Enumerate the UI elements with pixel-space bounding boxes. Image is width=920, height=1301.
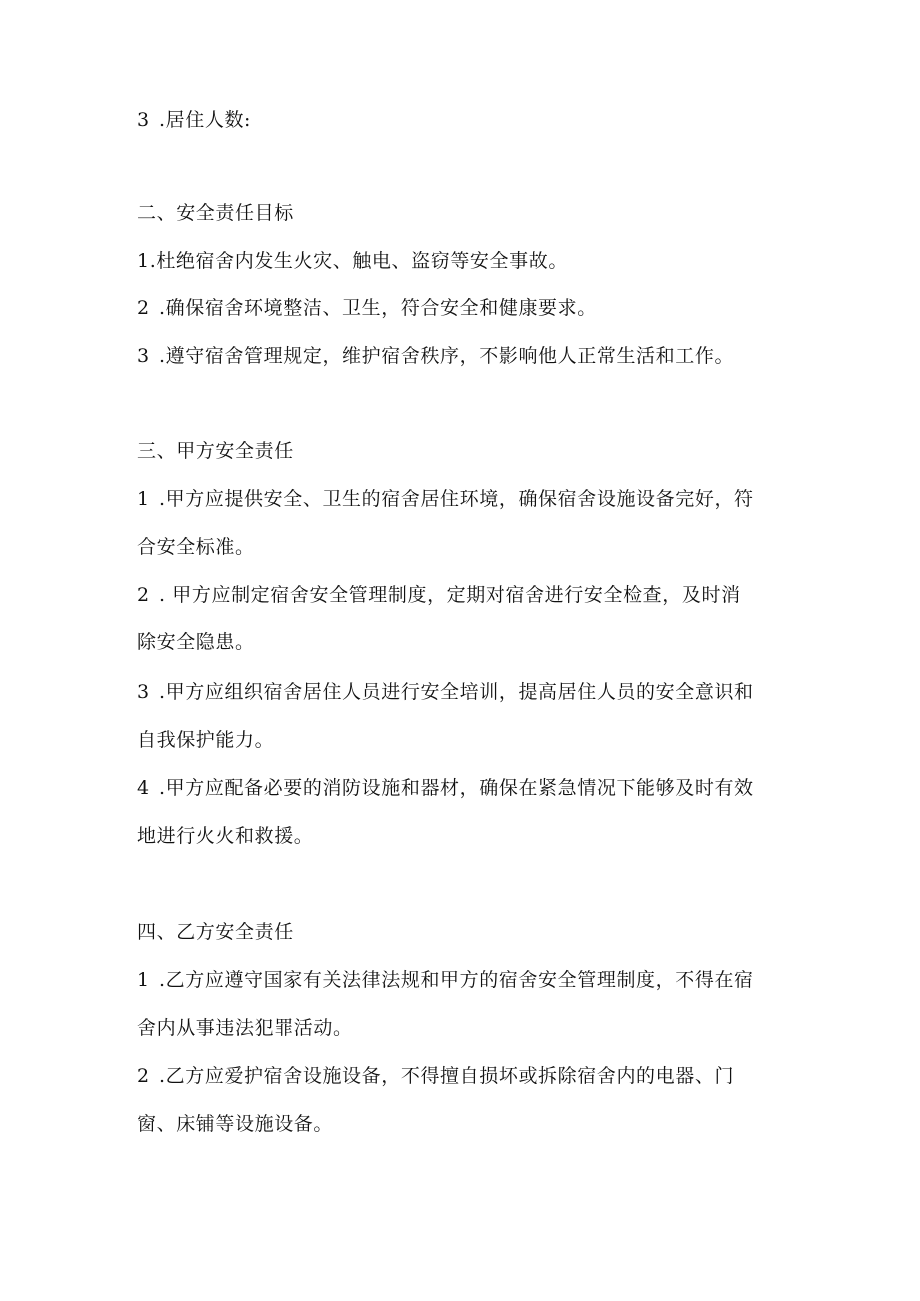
- line-text: 1.杜绝宿舍内发生火灾、触电、盗窃等安全事故。: [137, 250, 568, 272]
- line-text: .乙方应遵守国家有关法律法规和甲方的宿舍安全管理制度，不得在宿: [159, 969, 754, 991]
- item-number: 2: [137, 297, 150, 319]
- line-residents-count: [137, 108, 777, 132]
- line-text: 舍内从事违法犯罪活动。: [137, 1017, 353, 1039]
- line-partyb-1-cont: [137, 1016, 777, 1040]
- line-text: .甲方应组织宿舍居住人员进行安全培训，提高居住人员的安全意识和: [159, 681, 754, 703]
- line-goal-1: [137, 249, 777, 273]
- line-text: 除安全隐患。: [137, 631, 255, 653]
- line-text: 地进行火火和救援。: [137, 825, 314, 847]
- line-text: .甲方应提供安全、卫生的宿舍居住环境，确保宿舍设施设备完好，符: [159, 488, 754, 510]
- item-number: 4: [137, 777, 150, 799]
- section-heading-2: [137, 201, 777, 225]
- line-partya-4: [137, 776, 777, 800]
- line-text: 二、安全责任目标: [137, 202, 294, 224]
- line-partyb-2-cont: [137, 1112, 777, 1136]
- item-number: 3: [137, 109, 150, 131]
- item-number: 2: [137, 1065, 150, 1087]
- line-goal-3: [137, 344, 777, 368]
- item-number: 2: [137, 584, 150, 606]
- line-partyb-1: [137, 968, 777, 992]
- line-text: 三、甲方安全责任: [137, 440, 294, 462]
- item-number: 3: [137, 681, 150, 703]
- line-partya-2: [137, 583, 777, 607]
- line-text: 自我保护能力。: [137, 729, 275, 751]
- line-text: .遵守宿舍管理规定，维护宿舍秩序，不影响他人正常生活和工作。: [159, 345, 735, 367]
- line-partya-1-cont: [137, 535, 777, 559]
- line-partya-3: [137, 680, 777, 704]
- line-text: . 甲方应制定宿舍安全管理制度，定期对宿舍进行安全检查，及时消: [159, 584, 741, 606]
- line-text: .居住人数:: [159, 109, 252, 131]
- item-number: 1: [137, 969, 150, 991]
- line-goal-2: [137, 296, 777, 320]
- line-text: 窗、床铺等设施设备。: [137, 1113, 334, 1135]
- line-partya-1: [137, 487, 777, 511]
- line-partya-2-cont: [137, 630, 777, 654]
- line-partya-3-cont: [137, 728, 777, 752]
- section-heading-4: [137, 920, 777, 944]
- line-partyb-2: [137, 1064, 777, 1088]
- line-text: .甲方应配备必要的消防设施和器材，确保在紧急情况下能够及时有效: [159, 777, 754, 799]
- line-text: .乙方应爱护宿舍设施设备，不得擅自损坏或拆除宿舍内的电器、门: [159, 1065, 735, 1087]
- section-heading-3: [137, 439, 777, 463]
- line-partya-4-cont: [137, 824, 777, 848]
- item-number: 3: [137, 345, 150, 367]
- line-text: 合安全标准。: [137, 536, 255, 558]
- line-text: 四、乙方安全责任: [137, 921, 294, 943]
- item-number: 1: [137, 488, 150, 510]
- line-text: .确保宿舍环境整洁、卫生，符合安全和健康要求。: [159, 297, 597, 319]
